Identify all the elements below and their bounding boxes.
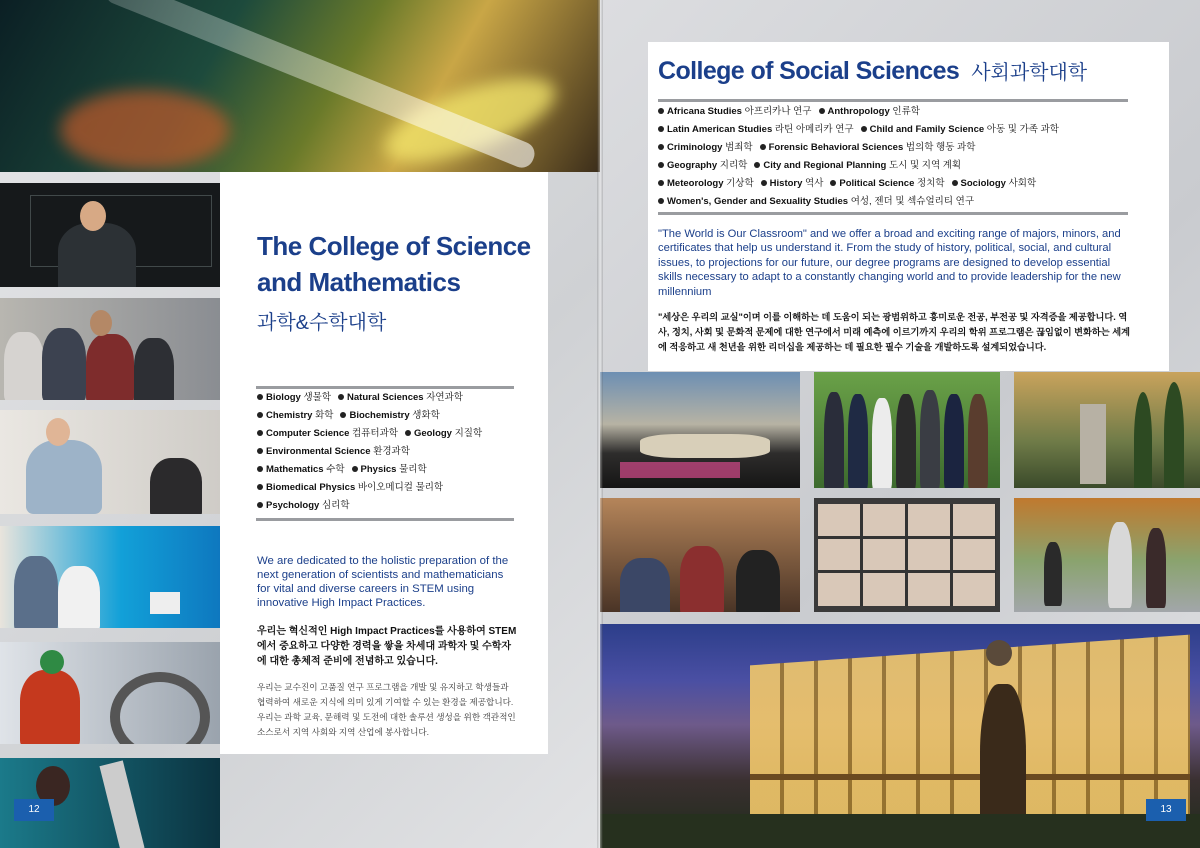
major-item [405,428,482,439]
major-name: City and Regional Planning [763,160,889,171]
campus-sign-photo [1014,372,1200,488]
bullet-icon [257,394,263,400]
page-title-english: College of Social Sciences [658,57,960,85]
bullet-icon [257,448,263,454]
major-name: Chemistry [266,410,316,421]
major-name: Mathematics [266,464,327,475]
major-name-korean: 도시 및 지역 계획 [888,160,962,171]
page-title: The College of Science and Mathematics [257,231,531,297]
major-name: Latin American Studies [667,124,775,135]
bullet-icon [819,108,825,114]
bullet-icon [257,484,263,490]
major-row [257,479,489,497]
right-page [600,0,1200,848]
major-name-korean: 아프리카나 연구 [744,106,812,117]
major-name: Biomedical Physics [266,482,358,493]
major-item [257,500,350,511]
major-name-korean: 생물학 [303,392,332,403]
science-college-card [220,172,548,754]
divider [658,99,1128,102]
major-name-korean: 정치학 [917,178,945,189]
major-item [257,446,410,457]
major-name: Child and Family Science [869,124,987,135]
intro-english: We are dedicated to the holistic preparation of the next generation of scientists and mathematicians for vital and diverse careers in STEM using innovative High Impact Practices. [257,555,509,609]
bullet-icon [340,412,346,418]
major-item [819,106,920,117]
bullet-icon [861,126,867,132]
social-sciences-card [648,42,1169,371]
students-experiment-photo [0,526,220,628]
major-name: Natural Sciences [347,392,427,403]
major-name: Geology [413,428,455,439]
divider [256,518,514,521]
major-item [658,196,974,207]
bullet-icon [658,162,664,168]
major-name-korean: 아동 및 가족 과학 [986,124,1059,135]
bullet-icon [257,412,263,418]
major-item [952,178,1037,189]
major-name: Meteorology [667,178,727,189]
major-name: Sociology [960,178,1009,189]
major-item [257,482,443,493]
major-name-korean: 범죄학 [725,142,753,153]
test-tube-photo [0,0,600,172]
bullet-icon [658,126,664,132]
major-item [257,410,333,421]
major-item [257,428,398,439]
page-number-left: 12 [14,799,54,821]
bullet-icon [952,180,958,186]
major-name-korean: 기상학 [726,178,754,189]
divider [658,212,1128,215]
major-item [861,124,1059,135]
major-item [830,178,944,189]
museum-exhibit-photo [600,372,800,488]
major-item [761,178,824,189]
major-row [658,157,1066,175]
major-row [257,443,489,461]
major-name-korean: 수학 [326,464,345,475]
major-name-korean: 지리학 [719,160,748,171]
major-name: Africana Studies [667,106,745,117]
major-name-korean: 라틴 아메리카 연구 [774,124,854,135]
major-row [658,175,1066,193]
page-title-korean: 사회과학대학 [971,62,1088,84]
major-item [754,160,961,171]
major-item [338,392,463,403]
video-conference-photo [814,498,1000,612]
book-spine [597,0,603,848]
major-name: Political Science [839,178,918,189]
chalkboard-photo [0,183,220,287]
major-name-korean: 법의학 행동 과학 [905,142,976,153]
major-row [257,497,489,515]
major-name: Anthropology [827,106,893,117]
major-name: Biochemistry [349,410,413,421]
page-title-korean: 과학&수학대학 [257,312,387,334]
major-name: Forensic Behavioral Sciences [768,142,906,153]
major-item [658,178,754,189]
major-row [658,121,1066,139]
major-name-korean: 컴퓨터과학 [352,428,398,439]
research-vessel-photo [0,642,220,744]
major-item [658,124,854,135]
major-name: Women's, Gender and Sexuality Studies [667,196,851,207]
major-name: Physics [360,464,400,475]
major-row [658,139,1066,157]
bullet-icon [352,466,358,472]
bullet-icon [338,394,344,400]
major-name: Environmental Science [266,446,374,457]
bullet-icon [658,198,664,204]
bullet-icon [257,430,263,436]
major-name-korean: 생화학 [412,410,440,421]
intro-english: "The World is Our Classroom" and we offer a broad and exciting range of majors, minors, and certificates that help us understand it. From the study of history, political, social, and cultural issues, to projections for our future, our degree programs are designed to develop essential skills necessary to adapt to a constantly changing world and to provide leadership for the new millennium [658,228,1121,298]
major-name-korean: 바이오메디컬 물리학 [357,482,444,493]
major-name-korean: 환경과학 [373,446,410,457]
major-row [658,103,1066,121]
intro-korean: 우리는 혁신적인 High Impact Practices를 사용하여 STEM에서 중요하고 다양한 경력을 쌓을 차세대 과학자 및 수학자에 대한 총체적 준비에 전념하고 있습니다. [257,626,517,667]
body-korean: 우리는 교수진이 고품질 연구 프로그램을 개발 및 유지하고 학생들과 협력하여 새로운 지식에 의미 있게 기여할 수 있는 환경을 제공합니다. 우리는 과학 교육, 문해력 및 도전에 대한 솔루션 생성을 위한 객관적인 소스로서 지역 사회와 지역 산업에 봉사합니다. [257,682,516,737]
faculty-group-photo [814,372,1000,488]
major-row [658,193,1066,211]
major-item [352,464,427,475]
bullet-icon [658,144,664,150]
bullet-icon [830,180,836,186]
major-name: Geography [667,160,720,171]
major-row [257,425,489,443]
major-name: Biology [266,392,304,403]
majors-list [257,389,489,515]
major-name-korean: 여성, 젠더 및 섹슈얼리티 연구 [850,196,975,207]
major-row [257,407,489,425]
bullet-icon [760,144,766,150]
major-name-korean: 인류학 [892,106,920,117]
major-row [257,461,489,479]
major-name: History [769,178,806,189]
lab-group-photo [0,298,220,400]
library-night-photo [600,624,1200,848]
bullet-icon [257,502,263,508]
major-item [658,106,812,117]
major-name: Criminology [667,142,726,153]
major-name: Psychology [266,500,322,511]
major-row [257,389,489,407]
students-walking-photo [1014,498,1200,612]
bullet-icon [257,466,263,472]
major-item [658,142,753,153]
major-name-korean: 심리학 [321,500,350,511]
majors-list [658,103,1066,211]
bullet-icon [405,430,411,436]
major-name-korean: 화학 [315,410,334,421]
major-name-korean: 자연과학 [426,392,463,403]
major-name-korean: 지질학 [454,428,483,439]
bullet-icon [761,180,767,186]
page-number-right: 13 [1146,799,1186,821]
bullet-icon [754,162,760,168]
bullet-icon [658,108,664,114]
major-name-korean: 사회학 [1008,178,1037,189]
major-name-korean: 물리학 [399,464,427,475]
major-item [340,410,439,421]
intro-korean: "세상은 우리의 교실"이며 이를 이해하는 데 도움이 되는 광범위하고 흥미로운 전공, 부전공 및 자격증을 제공합니다. 역사, 정치, 사회 및 문화적 문제에 대한 연구에서 미래 예측에 이르기까지 우리의 학위 프로그램은 끊임없이 변화하는 세계에 적응하고 새 천년을 위한 리더십을 제공하는 데 필요한 필수 기술을 개발하도록 설계되었습니다. [658,312,1130,352]
classroom-photo [600,498,800,612]
page-title [658,56,1087,86]
major-item [257,392,331,403]
major-item [257,464,345,475]
major-item [760,142,976,153]
major-item [658,160,747,171]
laboratory-photo [0,410,220,514]
major-name: Computer Science [266,428,353,439]
major-name-korean: 역사 [805,178,824,189]
bullet-icon [658,180,664,186]
